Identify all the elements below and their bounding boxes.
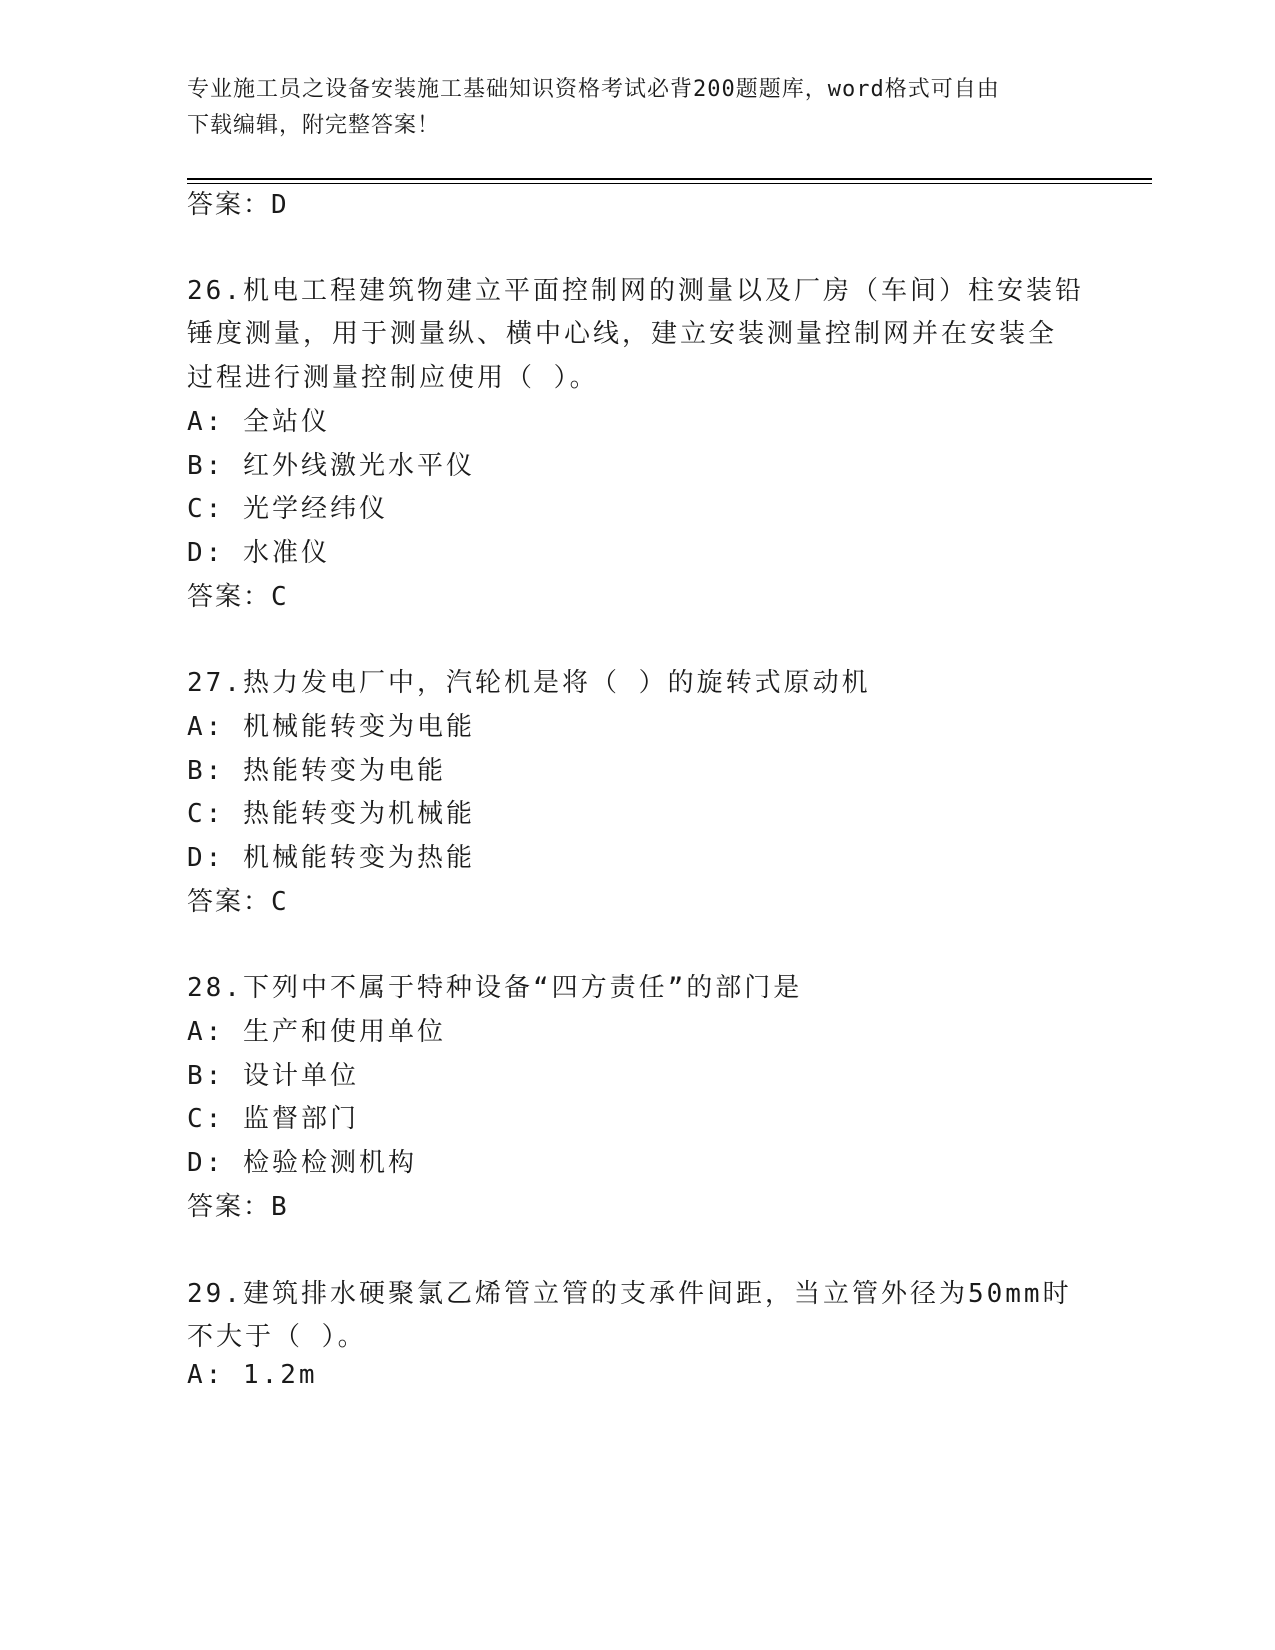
answer-26: 答案：C (187, 582, 289, 612)
header-divider-thin (187, 183, 1152, 184)
question-26-option-a: A: 全站仪 (187, 407, 330, 437)
header-divider (187, 178, 1152, 180)
question-28-option-a: A: 生产和使用单位 (187, 1017, 446, 1047)
question-26-text-1: 26.机电工程建筑物建立平面控制网的测量以及厂房（车间）柱安装铅 (187, 276, 1084, 306)
document-header (187, 72, 1087, 144)
question-27-option-b: B: 热能转变为电能 (187, 756, 446, 786)
question-26-text-2: 锤度测量，用于测量纵、横中心线，建立安装测量控制网并在安装全 (187, 319, 1058, 349)
answer-28: 答案：B (187, 1192, 289, 1222)
answer-25: 答案：D (187, 190, 289, 220)
question-28-option-b: B: 设计单位 (187, 1061, 359, 1091)
question-26-text-3: 过程进行测量控制应使用（ ）。 (187, 363, 599, 393)
header-title-line-2: 下载编辑，附完整答案！ (187, 113, 441, 138)
question-28-option-d: D: 检验检测机构 (187, 1148, 417, 1178)
question-29-text-2: 不大于（ ）。 (187, 1322, 367, 1352)
question-26-option-b: B: 红外线激光水平仪 (187, 451, 475, 481)
question-27-text-1: 27.热力发电厂中，汽轮机是将（ ）的旋转式原动机 (187, 668, 871, 698)
question-28-option-c: C: 监督部门 (187, 1104, 359, 1134)
question-27-option-c: C: 热能转变为机械能 (187, 799, 475, 829)
question-29-text-1: 29.建筑排水硬聚氯乙烯管立管的支承件间距，当立管外径为50mm时 (187, 1279, 1072, 1309)
question-26-option-c: C: 光学经纬仪 (187, 494, 388, 524)
question-27-option-d: D: 机械能转变为热能 (187, 843, 475, 873)
question-29-option-a: A: 1.2m (187, 1360, 318, 1390)
question-27-option-a: A: 机械能转变为电能 (187, 712, 475, 742)
answer-27: 答案：C (187, 887, 289, 917)
question-26-option-d: D: 水准仪 (187, 538, 330, 568)
question-28-text-1: 28.下列中不属于特种设备“四方责任”的部门是 (187, 973, 803, 1003)
header-title-line-1: 专业施工员之设备安装施工基础知识资格考试必背200题题库，word格式可自由 (187, 77, 1000, 102)
